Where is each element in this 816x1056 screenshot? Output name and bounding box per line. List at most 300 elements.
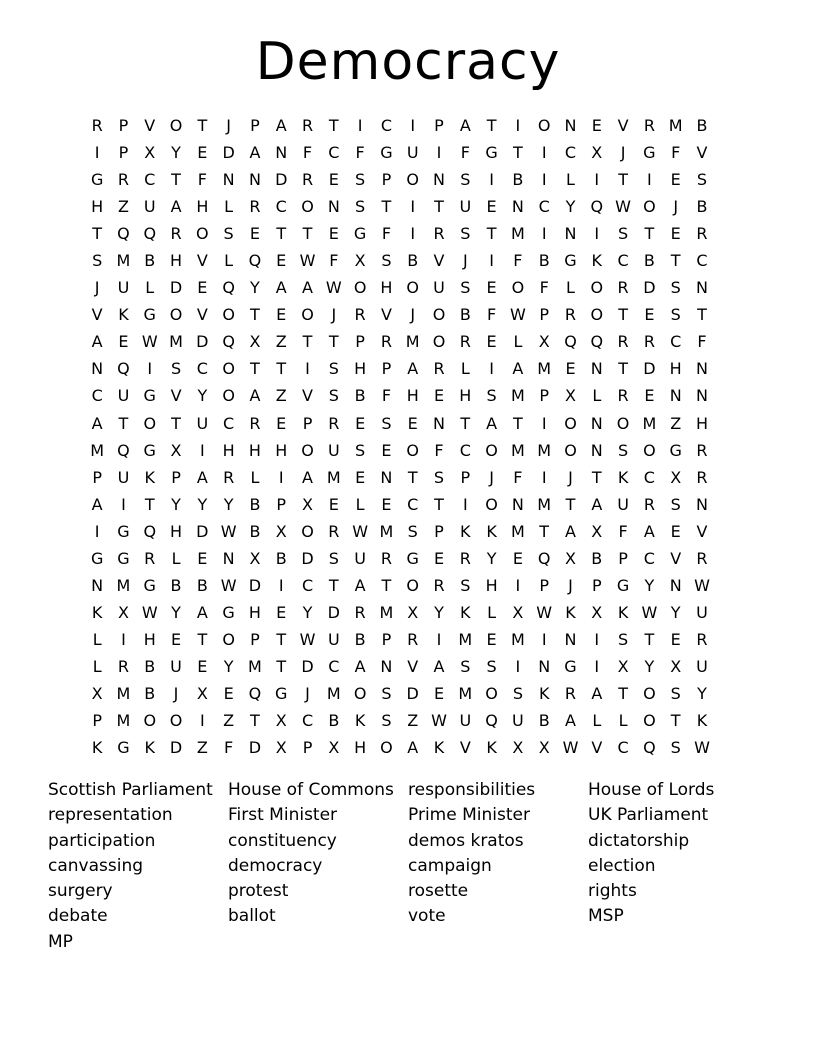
- grid-letter[interactable]: K: [538, 684, 550, 703]
- grid-letter[interactable]: G: [275, 684, 288, 703]
- grid-letter[interactable]: M: [537, 494, 552, 514]
- grid-letter[interactable]: C: [91, 386, 103, 406]
- grid-letter[interactable]: E: [355, 467, 366, 487]
- grid-letter[interactable]: J: [568, 575, 573, 595]
- grid-letter[interactable]: Y: [197, 386, 208, 406]
- grid-letter[interactable]: C: [144, 170, 156, 190]
- grid-letter[interactable]: M: [116, 575, 131, 595]
- grid-letter[interactable]: O: [643, 711, 656, 731]
- grid-letter[interactable]: D: [275, 170, 288, 190]
- grid-letter[interactable]: U: [617, 494, 629, 514]
- grid-letter[interactable]: Y: [434, 602, 444, 622]
- grid-letter[interactable]: C: [459, 440, 471, 460]
- grid-letter[interactable]: I: [541, 143, 547, 163]
- grid-letter[interactable]: C: [617, 738, 629, 758]
- grid-letter[interactable]: M: [458, 629, 473, 649]
- grid-letter[interactable]: A: [91, 332, 103, 352]
- grid-letter[interactable]: I: [489, 170, 494, 190]
- grid-letter[interactable]: K: [565, 602, 576, 622]
- grid-letter[interactable]: V: [302, 386, 313, 406]
- grid-letter[interactable]: I: [305, 359, 310, 379]
- grid-letter[interactable]: N: [222, 170, 235, 190]
- grid-letter[interactable]: T: [250, 359, 260, 379]
- grid-letter[interactable]: I: [489, 251, 494, 271]
- grid-letter[interactable]: G: [143, 575, 156, 595]
- grid-letter[interactable]: H: [248, 440, 261, 460]
- grid-letter[interactable]: M: [510, 629, 525, 649]
- grid-letter[interactable]: X: [617, 656, 629, 676]
- grid-letter[interactable]: X: [170, 440, 182, 460]
- grid-letter[interactable]: A: [486, 413, 498, 433]
- grid-letter[interactable]: U: [433, 278, 445, 298]
- grid-letter[interactable]: U: [117, 278, 130, 298]
- grid-letter[interactable]: Q: [590, 332, 604, 352]
- grid-letter[interactable]: E: [276, 602, 287, 622]
- grid-letter[interactable]: L: [566, 170, 575, 190]
- grid-letter[interactable]: I: [199, 711, 205, 731]
- grid-letter[interactable]: I: [515, 656, 521, 676]
- grid-letter[interactable]: X: [538, 738, 550, 758]
- grid-letter[interactable]: I: [410, 224, 416, 244]
- grid-letter[interactable]: O: [643, 197, 656, 217]
- grid-letter[interactable]: W: [352, 521, 369, 541]
- grid-letter[interactable]: I: [436, 143, 442, 163]
- grid-letter[interactable]: V: [591, 738, 603, 758]
- grid-letter[interactable]: X: [354, 251, 366, 271]
- grid-letter[interactable]: P: [250, 629, 260, 649]
- grid-letter[interactable]: B: [696, 197, 708, 217]
- grid-letter[interactable]: R: [643, 494, 655, 514]
- grid-letter[interactable]: S: [381, 251, 392, 271]
- grid-letter[interactable]: S: [433, 467, 445, 487]
- grid-letter[interactable]: O: [643, 440, 656, 460]
- grid-letter[interactable]: W: [299, 251, 316, 271]
- grid-letter[interactable]: G: [222, 602, 235, 622]
- grid-letter[interactable]: F: [618, 521, 628, 541]
- grid-letter[interactable]: O: [406, 575, 419, 595]
- grid-letter[interactable]: P: [539, 305, 550, 325]
- grid-letter[interactable]: H: [222, 440, 235, 460]
- grid-letter[interactable]: Q: [143, 224, 157, 244]
- grid-letter[interactable]: O: [590, 305, 604, 325]
- grid-letter[interactable]: T: [618, 359, 628, 379]
- grid-letter[interactable]: B: [328, 711, 340, 731]
- grid-letter[interactable]: W: [325, 278, 342, 298]
- grid-letter[interactable]: S: [328, 359, 339, 379]
- grid-letter[interactable]: T: [513, 413, 523, 433]
- grid-letter[interactable]: I: [410, 197, 416, 217]
- grid-letter[interactable]: S: [355, 440, 366, 460]
- grid-letter[interactable]: Z: [223, 711, 235, 731]
- grid-letter[interactable]: G: [643, 143, 656, 163]
- grid-letter[interactable]: W: [220, 521, 237, 541]
- grid-letter[interactable]: K: [460, 602, 471, 622]
- grid-letter[interactable]: Y: [250, 278, 260, 298]
- grid-letter[interactable]: P: [539, 575, 550, 595]
- grid-letter[interactable]: C: [301, 711, 314, 731]
- grid-letter[interactable]: M: [668, 116, 683, 136]
- grid-letter[interactable]: K: [696, 711, 708, 731]
- grid-letter[interactable]: Y: [223, 494, 234, 514]
- grid-letter[interactable]: R: [433, 224, 445, 244]
- grid-letter[interactable]: Y: [644, 575, 655, 595]
- grid-letter[interactable]: M: [116, 684, 131, 703]
- grid-letter[interactable]: T: [250, 305, 260, 325]
- grid-letter[interactable]: X: [275, 711, 287, 731]
- grid-letter[interactable]: I: [594, 170, 600, 190]
- grid-letter[interactable]: E: [644, 386, 655, 406]
- grid-letter[interactable]: E: [486, 332, 497, 352]
- grid-letter[interactable]: F: [381, 386, 392, 406]
- grid-letter[interactable]: R: [328, 413, 340, 433]
- grid-letter[interactable]: Z: [407, 711, 419, 731]
- grid-letter[interactable]: Q: [222, 278, 235, 298]
- grid-letter[interactable]: Y: [644, 656, 655, 676]
- grid-letter[interactable]: Z: [670, 413, 682, 433]
- grid-letter[interactable]: H: [354, 738, 367, 758]
- grid-letter[interactable]: A: [249, 143, 261, 163]
- grid-letter[interactable]: E: [197, 656, 208, 676]
- grid-letter[interactable]: R: [301, 170, 314, 190]
- grid-letter[interactable]: B: [407, 251, 419, 271]
- grid-letter[interactable]: K: [118, 305, 129, 325]
- grid-letter[interactable]: A: [407, 359, 419, 379]
- grid-letter[interactable]: T: [276, 224, 287, 244]
- grid-letter[interactable]: S: [170, 359, 182, 379]
- grid-letter[interactable]: O: [485, 494, 498, 514]
- grid-letter[interactable]: E: [381, 440, 392, 460]
- grid-letter[interactable]: A: [275, 116, 287, 136]
- grid-letter[interactable]: G: [406, 548, 419, 568]
- grid-letter[interactable]: N: [669, 386, 682, 406]
- grid-letter[interactable]: R: [223, 467, 235, 487]
- grid-letter[interactable]: I: [541, 224, 547, 244]
- grid-letter[interactable]: B: [144, 684, 156, 703]
- grid-letter[interactable]: U: [696, 602, 708, 622]
- grid-letter[interactable]: Y: [670, 602, 681, 622]
- grid-letter[interactable]: I: [594, 656, 600, 676]
- grid-letter[interactable]: M: [90, 440, 105, 460]
- grid-letter[interactable]: Q: [643, 738, 656, 758]
- grid-letter[interactable]: O: [301, 521, 314, 541]
- grid-letter[interactable]: U: [143, 197, 156, 217]
- grid-letter[interactable]: T: [302, 224, 313, 244]
- grid-letter[interactable]: F: [329, 251, 339, 271]
- grid-letter[interactable]: D: [301, 656, 314, 676]
- grid-letter[interactable]: S: [460, 656, 471, 676]
- grid-letter[interactable]: G: [90, 548, 104, 568]
- grid-letter[interactable]: U: [327, 440, 340, 460]
- grid-letter[interactable]: V: [696, 521, 708, 541]
- grid-letter[interactable]: W: [641, 602, 658, 622]
- grid-letter[interactable]: A: [591, 684, 603, 703]
- grid-letter[interactable]: T: [302, 332, 313, 352]
- grid-letter[interactable]: E: [486, 629, 497, 649]
- grid-letter[interactable]: A: [591, 494, 603, 514]
- grid-letter[interactable]: I: [278, 467, 284, 487]
- grid-letter[interactable]: N: [433, 413, 445, 433]
- grid-letter[interactable]: A: [196, 467, 208, 487]
- grid-letter[interactable]: B: [696, 116, 708, 136]
- grid-letter[interactable]: N: [564, 116, 577, 136]
- grid-letter[interactable]: M: [510, 440, 525, 460]
- grid-letter[interactable]: T: [328, 575, 339, 595]
- grid-letter[interactable]: E: [355, 413, 366, 433]
- grid-letter[interactable]: T: [197, 629, 208, 649]
- grid-letter[interactable]: K: [617, 467, 629, 487]
- grid-letter[interactable]: X: [565, 548, 576, 568]
- grid-letter[interactable]: T: [565, 494, 576, 514]
- grid-letter[interactable]: C: [564, 143, 577, 163]
- grid-letter[interactable]: L: [92, 629, 102, 649]
- grid-letter[interactable]: S: [328, 386, 339, 406]
- grid-letter[interactable]: V: [144, 116, 156, 136]
- grid-letter[interactable]: I: [515, 116, 521, 136]
- grid-letter[interactable]: P: [381, 359, 392, 379]
- grid-letter[interactable]: K: [91, 602, 103, 622]
- grid-letter[interactable]: C: [275, 197, 287, 217]
- grid-letter[interactable]: A: [302, 278, 313, 298]
- grid-letter[interactable]: T: [381, 575, 392, 595]
- grid-letter[interactable]: R: [91, 116, 103, 136]
- grid-letter[interactable]: H: [196, 197, 209, 217]
- grid-letter[interactable]: S: [512, 684, 523, 703]
- grid-letter[interactable]: O: [169, 711, 183, 731]
- grid-letter[interactable]: P: [434, 521, 444, 541]
- grid-letter[interactable]: P: [381, 170, 392, 190]
- grid-letter[interactable]: E: [381, 494, 392, 514]
- grid-letter[interactable]: Z: [275, 332, 287, 352]
- grid-letter[interactable]: J: [462, 251, 468, 271]
- grid-letter[interactable]: O: [616, 413, 630, 433]
- grid-letter[interactable]: H: [459, 386, 472, 406]
- grid-letter[interactable]: A: [459, 116, 471, 136]
- grid-letter[interactable]: I: [541, 413, 547, 433]
- grid-letter[interactable]: X: [512, 602, 524, 622]
- grid-letter[interactable]: W: [536, 602, 553, 622]
- grid-letter[interactable]: Y: [171, 143, 181, 163]
- grid-letter[interactable]: D: [169, 738, 183, 758]
- grid-letter[interactable]: T: [434, 494, 444, 514]
- grid-letter[interactable]: R: [617, 332, 629, 352]
- grid-letter[interactable]: B: [591, 548, 603, 568]
- grid-letter[interactable]: A: [91, 413, 103, 433]
- grid-letter[interactable]: T: [697, 305, 707, 325]
- grid-letter[interactable]: T: [144, 494, 155, 514]
- grid-letter[interactable]: S: [355, 170, 366, 190]
- grid-letter[interactable]: Q: [485, 711, 498, 731]
- grid-letter[interactable]: T: [486, 116, 497, 136]
- grid-letter[interactable]: A: [354, 575, 366, 595]
- grid-letter[interactable]: C: [328, 656, 340, 676]
- grid-letter[interactable]: P: [118, 143, 129, 163]
- grid-letter[interactable]: R: [117, 656, 129, 676]
- grid-letter[interactable]: E: [433, 386, 445, 406]
- grid-letter[interactable]: U: [117, 386, 130, 406]
- grid-letter[interactable]: R: [249, 197, 261, 217]
- grid-letter[interactable]: S: [381, 684, 392, 703]
- grid-letter[interactable]: N: [275, 143, 288, 163]
- grid-letter[interactable]: M: [379, 602, 394, 622]
- grid-letter[interactable]: X: [591, 521, 603, 541]
- grid-letter[interactable]: Y: [486, 548, 497, 568]
- grid-letter[interactable]: D: [327, 602, 340, 622]
- grid-letter[interactable]: T: [276, 359, 287, 379]
- grid-letter[interactable]: O: [406, 440, 419, 460]
- grid-letter[interactable]: M: [642, 413, 657, 433]
- grid-letter[interactable]: C: [380, 116, 392, 136]
- grid-letter[interactable]: N: [433, 170, 445, 190]
- grid-letter[interactable]: T: [618, 684, 628, 703]
- grid-letter[interactable]: C: [301, 575, 314, 595]
- grid-letter[interactable]: G: [90, 170, 104, 190]
- grid-letter[interactable]: P: [250, 116, 260, 136]
- grid-letter[interactable]: C: [223, 413, 235, 433]
- grid-letter[interactable]: Q: [222, 332, 235, 352]
- grid-letter[interactable]: B: [170, 575, 182, 595]
- grid-letter[interactable]: S: [460, 575, 471, 595]
- grid-letter[interactable]: V: [380, 305, 392, 325]
- grid-letter[interactable]: K: [486, 738, 497, 758]
- grid-letter[interactable]: H: [669, 359, 682, 379]
- grid-letter[interactable]: D: [643, 278, 656, 298]
- grid-letter[interactable]: N: [380, 467, 393, 487]
- grid-letter[interactable]: S: [407, 521, 418, 541]
- grid-letter[interactable]: E: [197, 143, 208, 163]
- grid-letter[interactable]: N: [91, 359, 104, 379]
- grid-letter[interactable]: R: [249, 413, 261, 433]
- grid-letter[interactable]: D: [196, 332, 209, 352]
- grid-letter[interactable]: P: [355, 332, 365, 352]
- grid-letter[interactable]: R: [354, 602, 366, 622]
- grid-letter[interactable]: G: [143, 386, 156, 406]
- grid-letter[interactable]: S: [355, 197, 366, 217]
- grid-letter[interactable]: I: [121, 629, 126, 649]
- grid-letter[interactable]: O: [537, 116, 551, 136]
- grid-letter[interactable]: L: [513, 332, 523, 352]
- grid-letter[interactable]: N: [380, 656, 393, 676]
- grid-letter[interactable]: R: [696, 548, 708, 568]
- grid-letter[interactable]: C: [643, 467, 655, 487]
- grid-letter[interactable]: E: [197, 278, 208, 298]
- grid-letter[interactable]: T: [460, 413, 471, 433]
- grid-letter[interactable]: E: [512, 548, 523, 568]
- grid-letter[interactable]: F: [434, 440, 444, 460]
- grid-letter[interactable]: X: [565, 386, 576, 406]
- grid-letter[interactable]: G: [564, 656, 577, 676]
- grid-letter[interactable]: R: [643, 332, 655, 352]
- grid-letter[interactable]: A: [275, 278, 287, 298]
- grid-letter[interactable]: R: [696, 629, 708, 649]
- grid-letter[interactable]: P: [171, 467, 181, 487]
- grid-letter[interactable]: O: [143, 711, 157, 731]
- grid-letter[interactable]: Y: [171, 494, 181, 514]
- grid-letter[interactable]: V: [91, 305, 103, 325]
- grid-letter[interactable]: L: [250, 467, 260, 487]
- grid-letter[interactable]: E: [565, 359, 576, 379]
- grid-letter[interactable]: I: [462, 494, 468, 514]
- grid-letter[interactable]: H: [275, 440, 288, 460]
- grid-letter[interactable]: Q: [537, 548, 551, 568]
- grid-letter[interactable]: W: [431, 711, 447, 731]
- grid-letter[interactable]: L: [171, 548, 181, 568]
- grid-letter[interactable]: M: [537, 440, 552, 460]
- grid-letter[interactable]: B: [144, 251, 156, 271]
- grid-letter[interactable]: W: [615, 197, 631, 217]
- grid-letter[interactable]: R: [433, 575, 445, 595]
- grid-letter[interactable]: I: [278, 575, 284, 595]
- grid-letter[interactable]: M: [248, 656, 262, 676]
- grid-letter[interactable]: E: [276, 413, 287, 433]
- grid-letter[interactable]: K: [591, 251, 603, 271]
- grid-letter[interactable]: B: [538, 251, 550, 271]
- grid-letter[interactable]: R: [696, 224, 708, 244]
- grid-letter[interactable]: S: [223, 224, 234, 244]
- grid-letter[interactable]: N: [590, 413, 603, 433]
- grid-letter[interactable]: C: [670, 332, 682, 352]
- grid-letter[interactable]: H: [143, 629, 156, 649]
- grid-letter[interactable]: O: [564, 440, 577, 460]
- grid-letter[interactable]: Q: [248, 251, 262, 271]
- grid-letter[interactable]: U: [117, 467, 130, 487]
- grid-letter[interactable]: S: [670, 738, 681, 758]
- grid-letter[interactable]: X: [275, 521, 287, 541]
- grid-letter[interactable]: Q: [117, 359, 130, 379]
- grid-letter[interactable]: R: [696, 467, 708, 487]
- grid-letter[interactable]: I: [541, 170, 547, 190]
- grid-letter[interactable]: R: [380, 332, 392, 352]
- grid-letter[interactable]: R: [380, 548, 392, 568]
- grid-letter[interactable]: C: [643, 548, 655, 568]
- grid-letter[interactable]: N: [590, 359, 603, 379]
- grid-letter[interactable]: O: [511, 278, 525, 298]
- grid-letter[interactable]: B: [249, 494, 261, 514]
- grid-letter[interactable]: B: [249, 521, 261, 541]
- grid-letter[interactable]: R: [564, 305, 577, 325]
- grid-letter[interactable]: F: [355, 143, 365, 163]
- grid-letter[interactable]: D: [248, 575, 262, 595]
- grid-letter[interactable]: K: [433, 738, 445, 758]
- grid-letter[interactable]: V: [407, 656, 419, 676]
- grid-letter[interactable]: N: [590, 440, 603, 460]
- grid-letter[interactable]: E: [670, 629, 681, 649]
- grid-letter[interactable]: O: [222, 386, 235, 406]
- grid-letter[interactable]: C: [617, 251, 629, 271]
- grid-letter[interactable]: A: [433, 656, 445, 676]
- grid-letter[interactable]: O: [406, 278, 419, 298]
- grid-letter[interactable]: M: [510, 521, 525, 541]
- grid-letter[interactable]: X: [196, 684, 208, 703]
- grid-letter[interactable]: P: [591, 575, 602, 595]
- grid-letter[interactable]: V: [696, 143, 708, 163]
- grid-letter[interactable]: R: [459, 332, 471, 352]
- grid-letter[interactable]: M: [510, 224, 525, 244]
- grid-letter[interactable]: O: [222, 305, 235, 325]
- grid-letter[interactable]: E: [197, 548, 208, 568]
- grid-letter[interactable]: E: [276, 305, 287, 325]
- grid-letter[interactable]: R: [643, 116, 655, 136]
- grid-letter[interactable]: O: [353, 684, 367, 703]
- grid-letter[interactable]: U: [696, 656, 708, 676]
- grid-letter[interactable]: T: [618, 305, 628, 325]
- grid-letter[interactable]: N: [511, 494, 524, 514]
- grid-letter[interactable]: M: [116, 711, 131, 731]
- grid-letter[interactable]: D: [406, 684, 419, 703]
- grid-letter[interactable]: D: [643, 359, 656, 379]
- grid-letter[interactable]: O: [301, 305, 314, 325]
- grid-letter[interactable]: X: [144, 143, 156, 163]
- grid-letter[interactable]: E: [433, 548, 445, 568]
